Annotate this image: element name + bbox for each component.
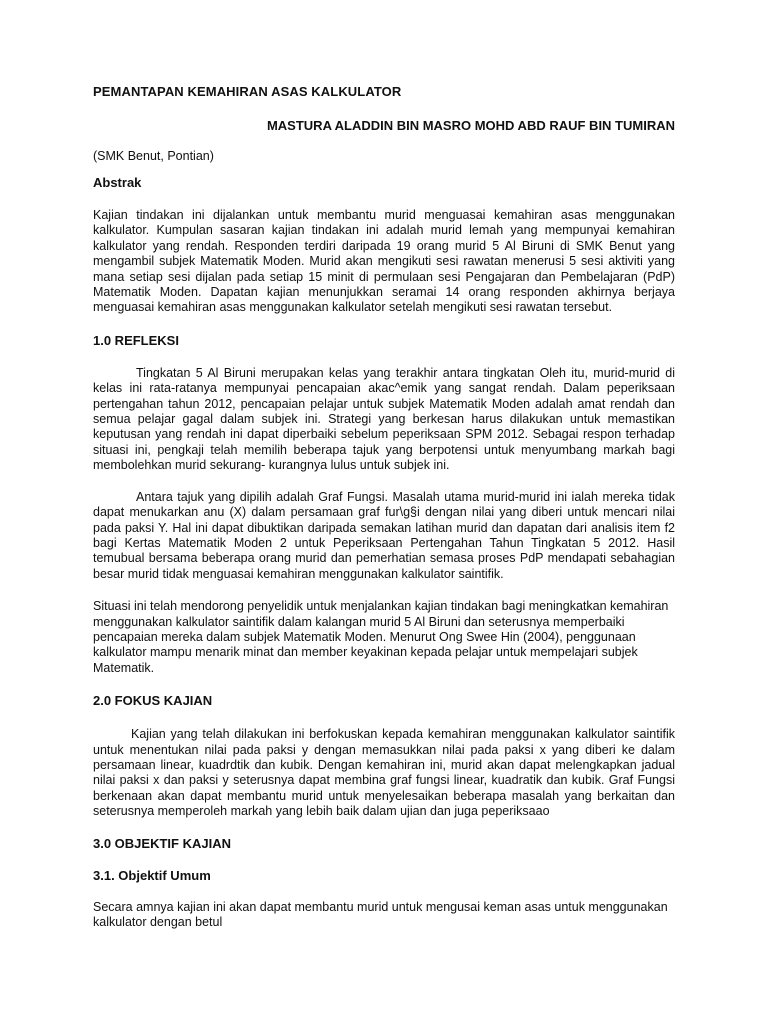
abstract-heading: Abstrak (93, 175, 142, 190)
document-authors: MASTURA ALADDIN BIN MASRO MOHD ABD RAUF BIN TUMIRAN (266, 118, 675, 133)
refleksi-paragraph-1: Tingkatan 5 Al Biruni merupakan kelas yang terakhir antara tingkatan Oleh itu, murid-murid di kelas ini rata-ratanya mempunyai pencapaian akac^emik yang sangat rendah. Dalam peperiksaan pertengahan tahun 2012, pencapaian pelajar untuk subjek Matematik Moden adalah amat rendah dan semua pelajar gagal dalam subjek ini. Strategi yang berkesan harus dilakukan untuk memastikan keputusan yang rendah ini dapat diperbaiki sebelum peperiksaan SPM 2012. Sebagai respon terhadap situasi ini, pengkaji telah memilih beberapa tajuk yang berpotensi untuk menyumbang markah bagi membolehkan murid sekurang- kurangnya lulus untuk subjek ini. (93, 365, 675, 473)
abstract-paragraph: Kajian tindakan ini dijalankan untuk membantu murid menguasai kemahiran asas menggunakan kalkulator. Kumpulan sasaran kajian tindakan ini adalah murid lemah yang mempunyai kemahiran kalkulator yang rendah. Responden terdiri daripada 19 orang murid 5 Al Biruni di SMK Benut yang mengambil subjek Matematik Moden. Murid akan mengikuti sesi rawatan menerusi 5 sesi aktiviti yang mana setiap sesi dijalan pada setiap 15 minit di permulaan sesi Pengajaran dan Pembelajaran (PdP) Matematik Moden. Dapatan kajian menunjukkan seramai 14 orang responden akhirnya berjaya menguasai kemahiran asas menggunakan kalkulator setelah mengikuti sesi rawatan tersebut. (93, 208, 675, 315)
section-refleksi-heading: 1.0 REFLEKSI (93, 332, 179, 348)
document-school: (SMK Benut, Pontian) (93, 149, 214, 163)
document-page (93, 84, 675, 930)
section-objektif-heading: 3.0 OBJEKTIF KAJIAN (93, 835, 231, 851)
objektif-umum-heading: 3.1. Objektif Umum (93, 867, 211, 883)
objektif-umum-paragraph: Secara amnya kajian ini akan dapat membantu murid untuk mengusai keman asas untuk menggunakan kalkulator dengan betul (93, 899, 668, 929)
section-fokus-heading: 2.0 FOKUS KAJIAN (93, 693, 213, 709)
fokus-paragraph-1: Kajian yang telah dilakukan ini berfokuskan kepada kemahiran menggunakan kalkulator saintifik untuk menentukan nilai pada paksi y dengan memasukkan nilai pada paksi x yang diberi ke dalam persamaan linear, kuadrdtik dan kubik. Dengan kemahiran ini, murid akan dapat melengkapkan jadual nilai paksi x dan paksi y seterusnya dapat membina graf fungsi linear, kuadratik dan kubik. Graf Fungsi berkenaan akan dapat membantu murid untuk menyelesaikan beberapa masalah yang berkaitan dan seterusnya memperoleh markah yang lebih baik dalam ujian dan juga peperiksaao (93, 727, 675, 819)
refleksi-paragraph-2: Antara tajuk yang dipilih adalah Graf Fungsi. Masalah utama murid-murid ini ialah mereka tidak dapat menukarkan anu (X) dalam persamaan graf fur\g§i dengan nilai yang diberi untuk mencari nilai pada paksi Y. Hal ini dapat dibuktikan daripada semakan latihan murid dan dapatan dari analisis item f2 bagi Kertas Matematik Moden 2 untuk Peperiksaan Pertengahan Tahun Tingkatan 5 2012. Hasil temubual bersama beberapa orang murid dan pemerhatian semasa proses PdP mendapati sebahagian besar murid tidak menguasai kemahiran menggunakan kalkulator saintifik. (93, 489, 675, 581)
document-title: PEMANTAPAN KEMAHIRAN ASAS KALKULATOR (93, 84, 402, 99)
refleksi-paragraph-3: Situasi ini telah mendorong penyelidik untuk menjalankan kajian tindakan bagi meningkatkan kemahiran menggunakan kalkulator saintifik dalam kalangan murid 5 Al Biruni dan seterusnya memperbaiki pencapaian mereka dalam subjek Matematik Moden. Menurut Ong Swee Hin (2004), penggunaan kalkulator mampu menarik minat dan member keyakinan kepada pelajar untuk mempelajari subjek Matematik. (93, 599, 669, 675)
